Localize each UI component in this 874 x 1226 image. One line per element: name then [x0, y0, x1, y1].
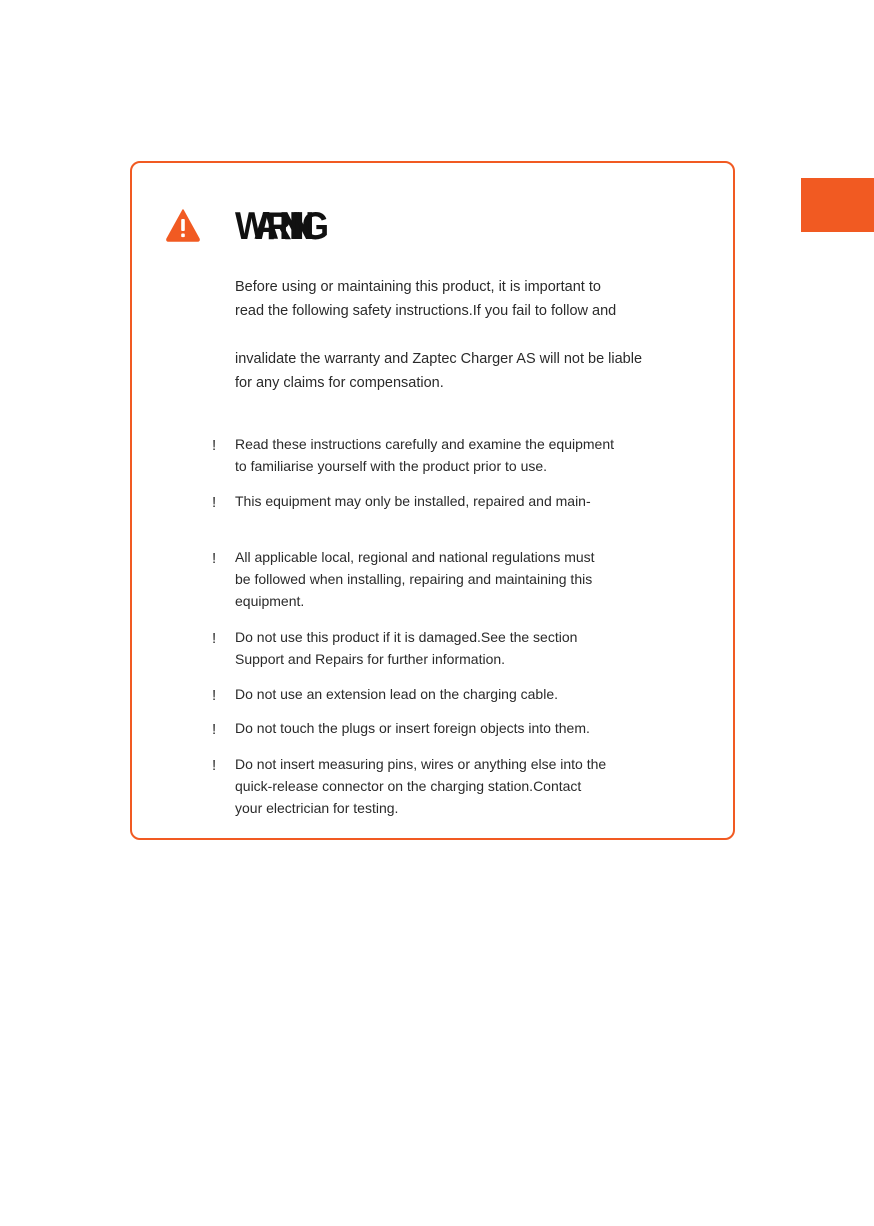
safety-warning-box: [130, 161, 735, 840]
exclamation-icon: !: [212, 721, 217, 738]
exclamation-icon: !: [212, 630, 217, 647]
intro-paragraph-1: Before using or maintaining this product, it is important to read the following safety instructions.If you fail to follow and: [235, 279, 617, 319]
exclamation-icon: !: [212, 550, 217, 567]
exclamation-icon: !: [212, 437, 217, 454]
exclamation-icon: !: [212, 757, 217, 774]
exclamation-icon: !: [212, 494, 217, 511]
bullet-text: Do not use this product if it is damaged.See the section Support and Repairs for further information.: [235, 629, 578, 667]
section-tab-marker: [801, 178, 874, 232]
intro-paragraph-2: invalidate the warranty and Zaptec Charger AS will not be liable for any claims for compensation.: [235, 351, 643, 391]
warning-title: WARNING: [235, 205, 317, 248]
bullet-text: Read these instructions carefully and examine the equipment to familiarise yourself with the product prior to use.: [235, 436, 614, 474]
bullet-text: Do not insert measuring pins, wires or anything else into the quick-release connector on the charging station.Contact your electrician for testing.: [235, 756, 607, 816]
bullet-text: This equipment may only be installed, repaired and main-: [235, 493, 591, 509]
warning-triangle-icon: [166, 208, 200, 242]
exclamation-icon: !: [212, 687, 217, 704]
bullet-text: Do not use an extension lead on the charging cable.: [235, 686, 559, 702]
bullet-text: Do not touch the plugs or insert foreign objects into them.: [235, 720, 590, 736]
bullet-text: All applicable local, regional and national regulations must be followed when installing, repairing and maintaining this equipment.: [235, 549, 595, 609]
